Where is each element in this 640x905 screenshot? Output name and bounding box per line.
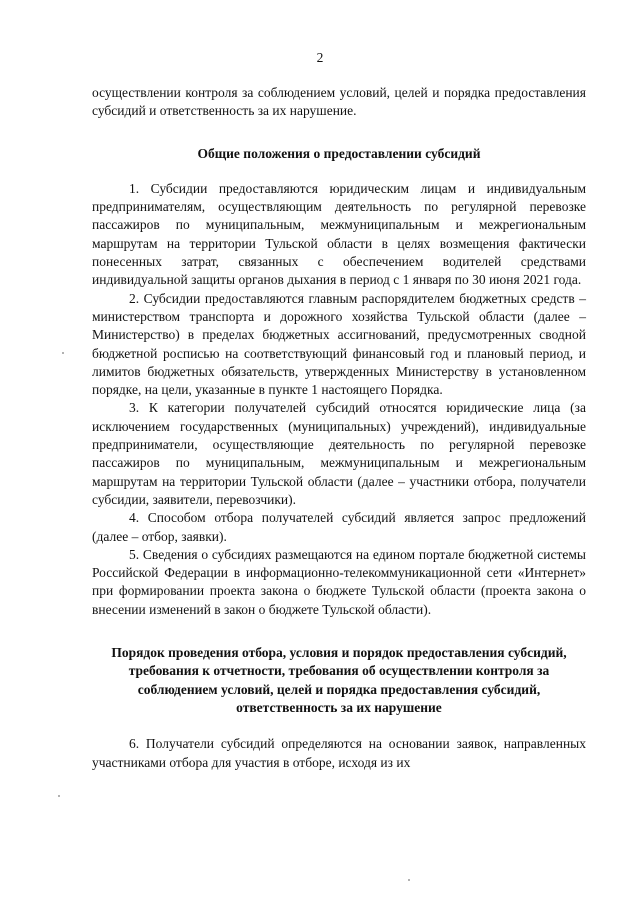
section-heading-general: Общие положения о предоставлении субсидий xyxy=(197,145,481,161)
paragraph-4: 4. Способом отбора получателей субсидий является запрос предложений (далее – отбор, заявки). xyxy=(92,510,586,544)
section-heading-procedure: Порядок проведения отбора, условия и порядок предоставления субсидий, требования к отчетности, требования об осуществлении контроля за соблюдением условий, целей и порядка предоставления субсидий, ответственность за их нарушение xyxy=(111,645,567,715)
paragraph-2: 2. Субсидии предоставляются главным распорядителем бюджетных средств – министерством транспорта и дорожного хозяйства Тульской области (далее – Министерство) в пределах бюджетных ассигнований, предусмотренных сводной бюджетной росписью на соответствующий финансовый год и плановый период, и лимитов бюджетных обязательств, утвержденных Министерству в установленном порядке, на цели, указанные в пункте 1 настоящего Порядка. xyxy=(92,290,586,398)
paragraph-1: 1. Субсидии предоставляются юридическим лицам и индивидуальным предпринимателям, осуществляющим деятельность по регулярной перевозке пассажиров по муниципальным, межмуниципальным и межрегиональным маршрутам на территории Тульской области в целях возмещения фактически понесенных затрат, связанных с обеспечением водителей средствами индивидуальной защиты органов дыхания в период с 1 января по 30 июня 2021 года. xyxy=(92,180,586,288)
scan-speck xyxy=(58,795,60,797)
document-body xyxy=(92,84,586,772)
paragraph-6: 6. Получатели субсидий определяются на основании заявок, направленных участниками отбора для участия в отборе, исходя из их xyxy=(92,736,586,770)
continuation-paragraph: осуществлении контроля за соблюдением условий, целей и порядка предоставления субсидий и ответственность за их нарушение. xyxy=(92,85,586,119)
page-number: 2 xyxy=(316,50,324,65)
scan-speck xyxy=(62,352,64,354)
scan-speck xyxy=(408,879,410,881)
paragraph-3: 3. К категории получателей субсидий относятся юридические лица (за исключением государственных (муниципальных) учреждений), индивидуальные предприниматели, осуществляющие деятельность по регулярной перевозке пассажиров по муниципальным, межмуниципальным и межрегиональным маршрутам на территории Тульской области (далее – участники отбора, получатели субсидии, заявители, перевозчики). xyxy=(92,400,586,507)
paragraph-5: 5. Сведения о субсидиях размещаются на едином портале бюджетной системы Российской Федерации в информационно-телекоммуникационной сети «Интернет» при формировании проекта закона о бюджете Тульской области (проекта закона о внесении изменений в закон о бюджете Тульской области). xyxy=(92,546,586,617)
